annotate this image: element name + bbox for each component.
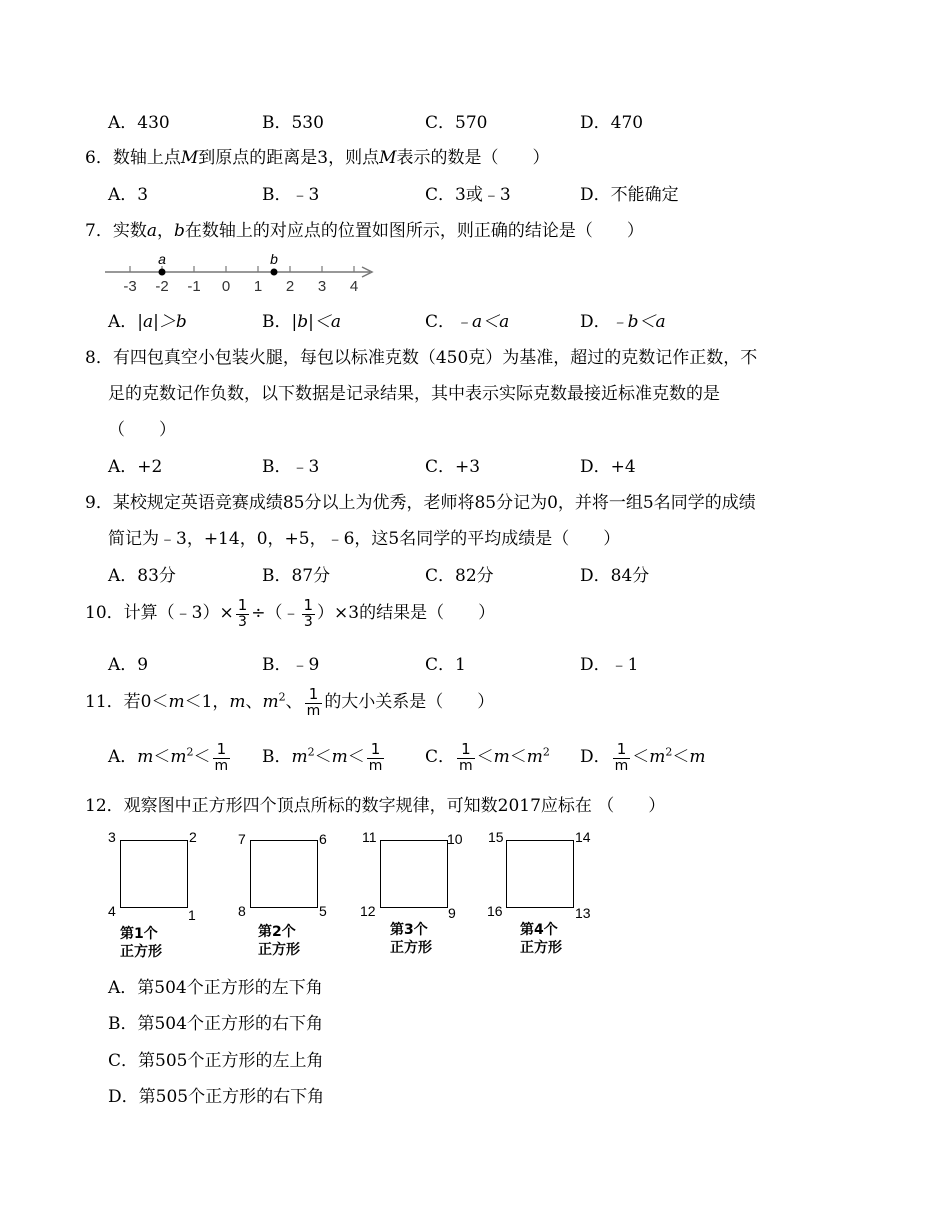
q11-text: 的大小关系是（ ） xyxy=(324,692,495,713)
point-b xyxy=(271,269,278,276)
q8-option-a[interactable]: A．+2 xyxy=(108,457,163,477)
q7-text: 实数 xyxy=(112,221,147,241)
q11-number: 11． xyxy=(85,692,124,713)
corner-label: 6 xyxy=(319,831,327,847)
point-b-label: b xyxy=(270,252,278,267)
option-expr: |a|＞b xyxy=(137,312,187,332)
number-line-tick-label: 2 xyxy=(285,278,295,295)
q12-option-c[interactable]: C．第505个正方形的左上角 xyxy=(108,1051,324,1071)
q8-stem-line3: （ ） xyxy=(108,420,176,440)
number-line-tick-label: 3 xyxy=(317,278,327,295)
fraction: $\frac{1}{3}$ xyxy=(237,596,248,630)
q7-option-a[interactable] xyxy=(108,314,187,331)
q6-text: 数轴上点 xyxy=(112,148,181,168)
q9-number: 9． xyxy=(85,493,113,513)
fraction: $\frac{1}{m}$ xyxy=(306,685,321,719)
q12-option-b[interactable]: B．第504个正方形的右下角 xyxy=(108,1014,323,1034)
q7-number: 7． xyxy=(85,221,113,241)
q9-stem-line2: 简记为﹣3，+14，0，+5，﹣6，这5名同学的平均成绩是（ ） xyxy=(108,529,621,549)
q9-option-b[interactable]: B．87分 xyxy=(262,566,331,586)
square-1 xyxy=(120,840,188,908)
q9-option-c[interactable]: C．82分 xyxy=(425,566,494,586)
q6-number: 6． xyxy=(85,148,113,168)
number-line-tick-label: 1 xyxy=(253,278,263,295)
q10-text: ÷（﹣ xyxy=(251,603,300,624)
option-prefix: B． xyxy=(262,312,292,332)
q10-option-d[interactable]: D．﹣1 xyxy=(580,655,639,675)
q10-option-c[interactable]: C．1 xyxy=(425,655,466,675)
q6-text: 表示的数是（ ） xyxy=(396,148,550,168)
q5-option-a[interactable]: A．430 xyxy=(108,113,170,133)
number-line-figure xyxy=(100,252,380,297)
square-4 xyxy=(506,840,574,908)
corner-label: 1 xyxy=(188,907,196,923)
q7-option-c[interactable] xyxy=(425,314,509,331)
corner-label: 11 xyxy=(362,829,377,845)
q10-text: ）×3的结果是（ ） xyxy=(317,603,496,624)
square-3 xyxy=(380,840,448,908)
q6-option-d[interactable]: D．不能确定 xyxy=(580,185,679,205)
q12-option-a[interactable]: A．第504个正方形的左下角 xyxy=(108,978,323,998)
option-expr: ﹣a＜a xyxy=(455,312,510,332)
q11-option-a[interactable]: A．$m<m^2<$ $\frac{1}{m}$ xyxy=(108,740,229,774)
q5-option-b[interactable]: B．530 xyxy=(262,113,324,133)
q7-text: ， xyxy=(156,221,174,241)
q8-option-c[interactable]: C．+3 xyxy=(425,457,481,477)
corner-label: 15 xyxy=(488,829,504,845)
q11-option-c[interactable]: C． $\frac{1}{m}$ $<m<m^2$ xyxy=(425,740,550,774)
q6-stem xyxy=(85,150,550,167)
q12-stem xyxy=(85,798,665,815)
q11-text: 若0＜ xyxy=(123,692,169,713)
square-caption: 第1个 正方形 xyxy=(120,926,162,960)
q10-option-a[interactable]: A．9 xyxy=(108,655,149,675)
q9-option-a[interactable]: A．83分 xyxy=(108,566,176,586)
option-prefix: A． xyxy=(108,312,138,332)
q6-var: M xyxy=(180,148,199,168)
q10-text: 计算（﹣3）× xyxy=(123,603,234,624)
corner-label: 3 xyxy=(108,829,116,845)
q6-text: 到原点的距离是3，则点 xyxy=(198,148,380,168)
q7-var: a xyxy=(146,221,157,241)
q9-option-d[interactable]: D．84分 xyxy=(580,566,650,586)
q8-number: 8． xyxy=(85,348,113,368)
q11-var: m xyxy=(168,692,185,713)
q8-text: 有四包真空小包装火腿，每包以标准克数（450克）为基准，超过的克数记作正数，不 xyxy=(112,348,758,368)
corner-label: 13 xyxy=(575,905,591,921)
q5-option-d[interactable]: D．470 xyxy=(580,113,644,133)
option-expr: ﹣b＜a xyxy=(610,312,666,332)
q12-number: 12． xyxy=(85,796,124,816)
corner-label: 5 xyxy=(319,903,327,919)
q11-text: ＜1， xyxy=(184,692,230,713)
q9-stem-line1 xyxy=(85,495,756,512)
q6-option-b[interactable]: B．﹣3 xyxy=(262,185,320,205)
q7-option-d[interactable] xyxy=(580,314,666,331)
q7-text: 在数轴上的对应点的位置如图所示，则正确的结论是（ ） xyxy=(184,221,644,241)
q12-option-d[interactable]: D．第505个正方形的右下角 xyxy=(108,1087,325,1107)
number-line-tick-label: -3 xyxy=(123,278,137,295)
q7-stem xyxy=(85,223,644,240)
square-caption: 第4个 正方形 xyxy=(520,922,562,956)
square-caption: 第2个 正方形 xyxy=(258,924,300,958)
fraction: $\frac{1}{3}$ xyxy=(303,596,314,630)
q6-option-a[interactable]: A．3 xyxy=(108,185,149,205)
q8-option-b[interactable]: B．﹣3 xyxy=(262,457,320,477)
square-caption: 第3个 正方形 xyxy=(390,922,432,956)
q11-option-d[interactable]: D． $\frac{1}{m}$ $<m^2<m$ xyxy=(580,740,706,774)
option-expr: |b|＜a xyxy=(291,312,341,332)
q6-var: M xyxy=(379,148,397,168)
corner-label: 12 xyxy=(360,903,376,919)
square-2 xyxy=(250,840,318,908)
q8-stem-line2: 足的克数记作负数，以下数据是记录结果，其中表示实际克数最接近标准克数的是 xyxy=(108,384,720,404)
q7-var: b xyxy=(173,221,185,241)
corner-label: 10 xyxy=(447,831,463,847)
point-a-label: a xyxy=(158,252,166,267)
corner-label: 9 xyxy=(448,905,456,921)
q11-stem: 11．若0＜m＜1，m、$m^2$、 $\frac{1}{m}$ 的大小关系是（ ） xyxy=(85,685,495,719)
q12-text: 观察图中正方形四个顶点所标的数字规律，可知数2017应标在 （ ） xyxy=(123,796,666,816)
q10-stem xyxy=(85,598,495,629)
q10-number: 10． xyxy=(85,603,124,624)
q8-option-d[interactable]: D．+4 xyxy=(580,457,636,477)
q6-option-c[interactable]: C．3或﹣3 xyxy=(425,185,511,205)
corner-label: 7 xyxy=(238,831,246,847)
number-line-tick-label: 0 xyxy=(221,278,231,295)
corner-label: 4 xyxy=(108,903,116,919)
q7-option-b[interactable] xyxy=(262,314,341,331)
corner-label: 8 xyxy=(238,903,246,919)
q9-text: 某校规定英语竞赛成绩85分以上为优秀，老师将85分记为0，并将一组5名同学的成绩 xyxy=(112,493,756,513)
option-prefix: D． xyxy=(580,312,611,332)
corner-label: 16 xyxy=(487,903,503,919)
point-a xyxy=(159,269,166,276)
number-line-tick-label: 4 xyxy=(349,278,359,295)
q10-option-b[interactable]: B．﹣9 xyxy=(262,655,320,675)
squares-figure xyxy=(108,830,608,970)
corner-label: 2 xyxy=(189,829,197,845)
number-line-tick-label: -1 xyxy=(187,278,201,295)
number-line-tick-label: -2 xyxy=(155,278,169,295)
q8-stem-line1 xyxy=(85,350,757,367)
corner-label: 14 xyxy=(575,829,591,845)
q5-option-c[interactable]: C．570 xyxy=(425,113,488,133)
option-prefix: C． xyxy=(425,312,456,332)
q11-option-b[interactable]: B．$m^2<m<$ $\frac{1}{m}$ xyxy=(262,740,383,774)
